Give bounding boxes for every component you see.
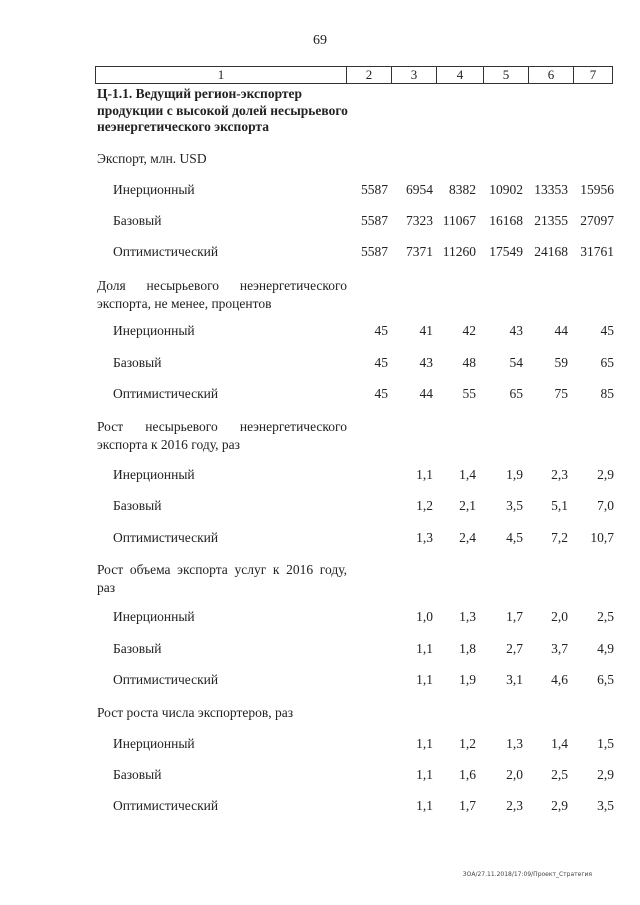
scenario-label: Оптимистический [113, 798, 219, 813]
value-cell-col-3: 1,1 [416, 798, 433, 813]
value-cell-col-3: 1,1 [416, 736, 433, 751]
value-cell-col-7: 1,5 [597, 736, 614, 751]
header-col-2: 2 [346, 67, 391, 83]
value-cell-col-4: 1,4 [459, 467, 476, 482]
value-cell-col-5: 43 [509, 323, 523, 338]
table-row [0, 609, 640, 629]
scenario-label: Базовый [113, 213, 162, 228]
table-row [0, 767, 640, 787]
value-cell-col-5: 10902 [489, 182, 523, 197]
value-cell-col-7: 10,7 [590, 530, 614, 545]
value-cell-col-7: 45 [600, 323, 614, 338]
value-cell-col-2: 5587 [361, 244, 388, 259]
scenario-label: Оптимистический [113, 672, 219, 687]
value-cell-col-6: 13353 [534, 182, 568, 197]
value-cell-col-5: 4,5 [506, 530, 523, 545]
group-label: Рост несырьевого неэнергетического экспорта к 2016 году, раз [97, 419, 347, 452]
value-cell-col-7: 7,0 [597, 498, 614, 513]
value-cell-col-5: 2,3 [506, 798, 523, 813]
scenario-label: Инерционный [113, 467, 195, 482]
value-cell-col-7: 27097 [580, 213, 614, 228]
value-cell-col-5: 1,7 [506, 609, 523, 624]
value-cell-col-3: 7323 [406, 213, 433, 228]
value-cell-col-5: 54 [509, 355, 523, 370]
value-cell-col-4: 1,8 [459, 641, 476, 656]
page-number: 69 [313, 33, 327, 48]
value-cell-col-4: 2,4 [459, 530, 476, 545]
value-cell-col-2: 45 [374, 386, 388, 401]
value-cell-col-7: 85 [600, 386, 614, 401]
value-cell-col-4: 11067 [442, 213, 476, 228]
table-row [0, 798, 640, 818]
value-cell-col-5: 1,9 [506, 467, 523, 482]
value-cell-col-5: 2,0 [506, 767, 523, 782]
table-row [0, 498, 640, 518]
header-col-1: 1 [217, 67, 225, 82]
value-cell-col-4: 48 [462, 355, 476, 370]
scenario-label: Базовый [113, 355, 162, 370]
value-cell-col-7: 4,9 [597, 641, 614, 656]
value-cell-col-7: 3,5 [597, 798, 614, 813]
value-cell-col-3: 6954 [406, 182, 433, 197]
value-cell-col-2: 45 [374, 355, 388, 370]
value-cell-col-3: 1,1 [416, 767, 433, 782]
value-cell-col-4: 8382 [449, 182, 476, 197]
value-cell-col-5: 1,3 [506, 736, 523, 751]
value-cell-col-6: 2,5 [551, 767, 568, 782]
table-row [0, 244, 640, 264]
value-cell-col-4: 42 [462, 323, 476, 338]
group-label: Экспорт, млн. USD [97, 151, 207, 166]
value-cell-col-7: 6,5 [597, 672, 614, 687]
value-cell-col-7: 2,9 [597, 767, 614, 782]
table-row [0, 467, 640, 487]
value-cell-col-3: 7371 [406, 244, 433, 259]
value-cell-col-5: 16168 [489, 213, 523, 228]
header-col-6: 6 [528, 67, 573, 83]
value-cell-col-6: 3,7 [551, 641, 568, 656]
value-cell-col-3: 1,1 [416, 641, 433, 656]
value-cell-col-6: 5,1 [551, 498, 568, 513]
value-cell-col-4: 1,9 [459, 672, 476, 687]
column-number-header [95, 66, 613, 84]
table-row [0, 736, 640, 756]
header-col-5: 5 [483, 67, 528, 83]
table-row [0, 323, 640, 343]
scenario-label: Оптимистический [113, 386, 219, 401]
value-cell-col-2: 45 [374, 323, 388, 338]
table-row [0, 672, 640, 692]
group-label: Рост роста числа экспортеров, раз [97, 705, 294, 720]
value-cell-col-5: 3,5 [506, 498, 523, 513]
group-label: Доля несырьевого неэнергетического экспорта, не менее, процентов [97, 278, 347, 311]
value-cell-col-6: 7,2 [551, 530, 568, 545]
group-label: Рост объема экспорта услуг к 2016 году, раз [97, 562, 347, 595]
value-cell-col-4: 1,3 [459, 609, 476, 624]
value-cell-col-2: 5587 [361, 182, 388, 197]
scenario-label: Базовый [113, 641, 162, 656]
value-cell-col-4: 11260 [442, 244, 476, 259]
value-cell-col-3: 44 [419, 386, 433, 401]
value-cell-col-7: 31761 [580, 244, 614, 259]
table-row [0, 530, 640, 550]
scenario-label: Инерционный [113, 736, 195, 751]
value-cell-col-3: 1,1 [416, 672, 433, 687]
value-cell-col-5: 65 [509, 386, 523, 401]
header-col-4: 4 [436, 67, 483, 83]
scenario-label: Инерционный [113, 609, 195, 624]
document-footer: ЗОА/27.11.2018/17:09/Проект_Стратегия [462, 871, 592, 878]
header-col-3: 3 [391, 67, 436, 83]
scenario-label: Оптимистический [113, 530, 219, 545]
table-row [0, 355, 640, 375]
value-cell-col-2: 5587 [361, 213, 388, 228]
value-cell-col-3: 43 [419, 355, 433, 370]
value-cell-col-6: 2,9 [551, 798, 568, 813]
scenario-label: Базовый [113, 767, 162, 782]
value-cell-col-6: 44 [554, 323, 568, 338]
value-cell-col-6: 2,0 [551, 609, 568, 624]
value-cell-col-4: 1,6 [459, 767, 476, 782]
value-cell-col-6: 2,3 [551, 467, 568, 482]
table-row [0, 182, 640, 202]
value-cell-col-5: 2,7 [506, 641, 523, 656]
value-cell-col-4: 1,7 [459, 798, 476, 813]
scenario-label: Оптимистический [113, 244, 219, 259]
value-cell-col-4: 1,2 [459, 736, 476, 751]
scenario-label: Инерционный [113, 323, 195, 338]
table-row [0, 386, 640, 406]
value-cell-col-4: 55 [462, 386, 476, 401]
value-cell-col-3: 1,3 [416, 530, 433, 545]
value-cell-col-7: 2,9 [597, 467, 614, 482]
value-cell-col-3: 1,1 [416, 467, 433, 482]
value-cell-col-6: 21355 [534, 213, 568, 228]
table-row [0, 213, 640, 233]
value-cell-col-5: 17549 [489, 244, 523, 259]
value-cell-col-3: 41 [419, 323, 433, 338]
value-cell-col-5: 3,1 [506, 672, 523, 687]
header-col-7: 7 [573, 67, 612, 83]
scenario-label: Базовый [113, 498, 162, 513]
value-cell-col-3: 1,2 [416, 498, 433, 513]
table-row [0, 641, 640, 661]
value-cell-col-6: 1,4 [551, 736, 568, 751]
indicator-title: Ц-1.1. Ведущий регион-экспортер продукции с высокой долей несырьевого неэнергетического экспорта [97, 86, 348, 134]
scenario-label: Инерционный [113, 182, 195, 197]
value-cell-col-6: 24168 [534, 244, 568, 259]
value-cell-col-6: 4,6 [551, 672, 568, 687]
value-cell-col-4: 2,1 [459, 498, 476, 513]
value-cell-col-7: 2,5 [597, 609, 614, 624]
value-cell-col-3: 1,0 [416, 609, 433, 624]
value-cell-col-6: 59 [554, 355, 568, 370]
value-cell-col-6: 75 [554, 386, 568, 401]
value-cell-col-7: 65 [600, 355, 614, 370]
value-cell-col-7: 15956 [580, 182, 614, 197]
